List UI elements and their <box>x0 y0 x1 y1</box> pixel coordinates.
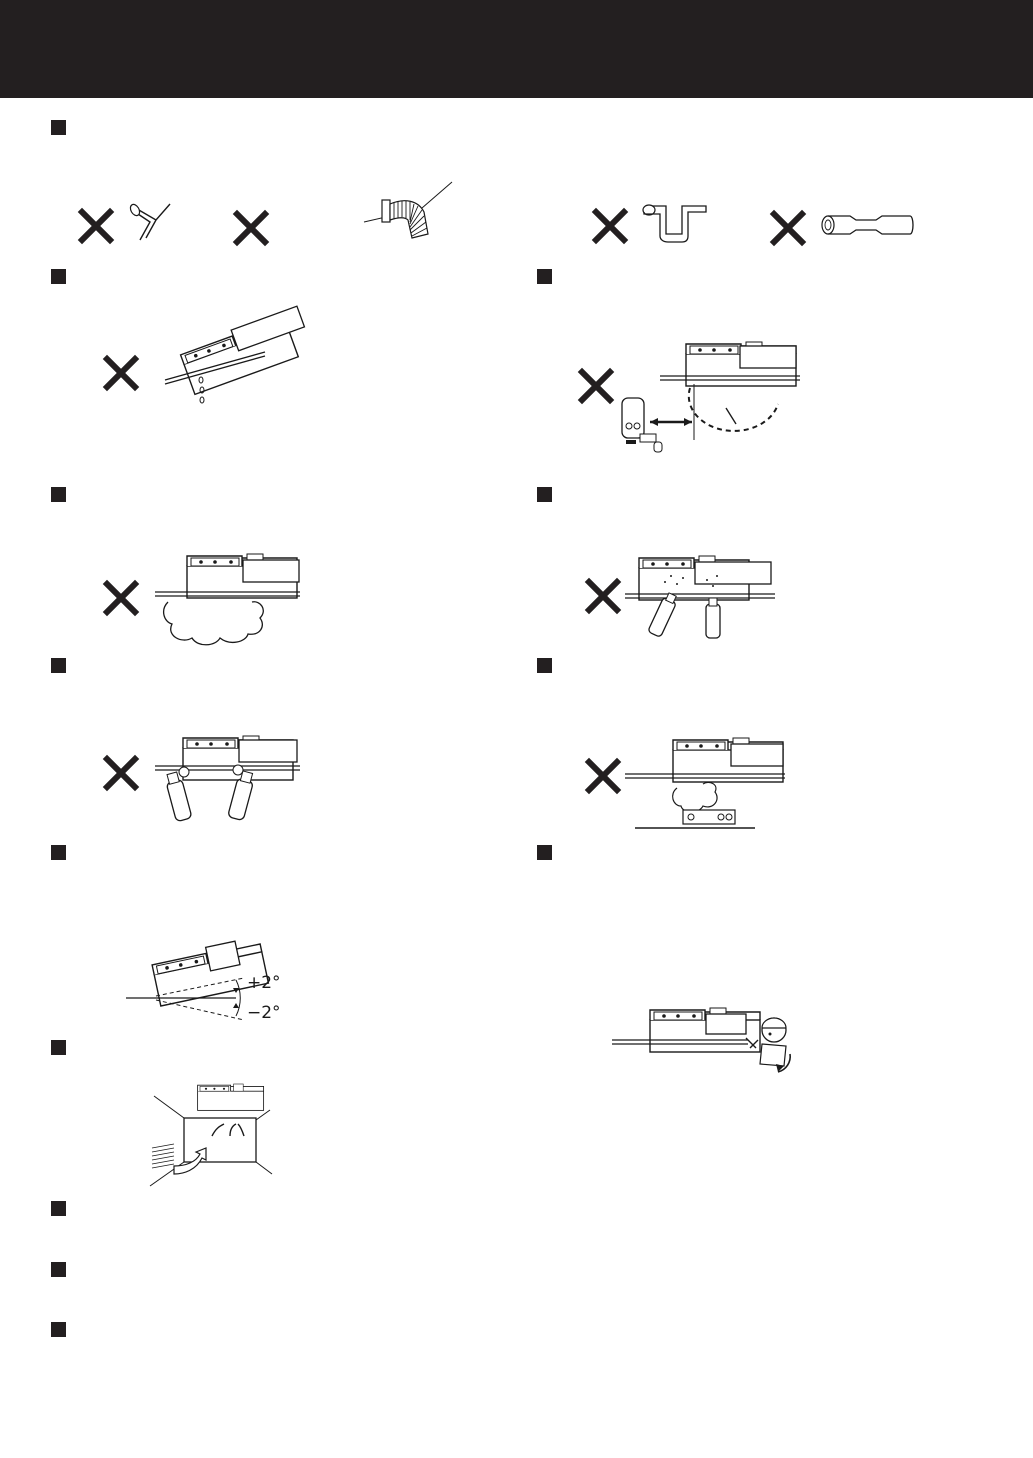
section-bullet <box>537 487 552 502</box>
section-bullet <box>51 1201 66 1216</box>
spray-can-icon <box>220 762 270 826</box>
section-bullet <box>51 845 66 860</box>
prohibited-cross-icon <box>772 212 806 246</box>
indoor-unit-icon <box>165 310 305 410</box>
prohibited-cross-icon <box>580 370 614 404</box>
section-bullet <box>51 1262 66 1277</box>
prohibited-cross-icon <box>80 210 114 244</box>
indoor-unit-icon <box>625 738 785 832</box>
flexible-duct-icon <box>364 178 454 244</box>
section-bullet <box>537 658 552 673</box>
remote-controller-icon <box>620 396 680 456</box>
bent-duct-icon <box>126 198 182 246</box>
service-technician-icon <box>742 1014 802 1076</box>
prohibited-cross-icon <box>235 212 269 246</box>
section-bullet <box>51 658 66 673</box>
prohibited-cross-icon <box>587 580 621 614</box>
tilt-angle-upper: +2° <box>247 973 281 993</box>
steam-cloud-icon <box>160 596 270 648</box>
u-trap-duct-icon <box>640 200 710 246</box>
section-bullet <box>51 487 66 502</box>
section-bullet <box>537 845 552 860</box>
section-bullet <box>51 269 66 284</box>
header-bar <box>0 0 1033 98</box>
tilt-angle-lower: −2° <box>247 1003 281 1023</box>
section-bullet <box>51 1040 66 1055</box>
narrowed-duct-icon <box>820 212 916 238</box>
prohibited-cross-icon <box>105 357 139 391</box>
prohibited-cross-icon <box>587 760 621 794</box>
airflow-diagram <box>140 1090 280 1190</box>
prohibited-cross-icon <box>594 210 628 244</box>
section-bullet <box>51 120 66 135</box>
section-bullet <box>537 269 552 284</box>
indoor-unit-icon <box>612 1008 752 1052</box>
spray-can-icon <box>646 590 686 640</box>
spray-can-icon <box>700 596 730 640</box>
section-bullet <box>51 1322 66 1337</box>
tilt-angle-diagram <box>126 938 296 1038</box>
prohibited-cross-icon <box>105 757 139 791</box>
prohibited-cross-icon <box>105 582 139 616</box>
spray-can-icon <box>160 766 210 826</box>
